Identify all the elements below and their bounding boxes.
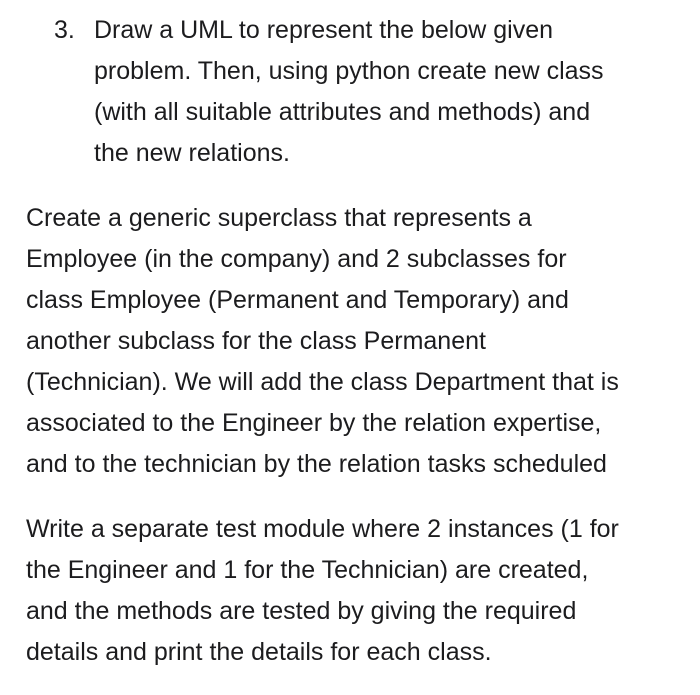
paragraph-line: Create a generic superclass that represents a — [26, 204, 532, 232]
description-paragraph — [26, 198, 686, 485]
paragraph-line: and the methods are tested by giving the required — [26, 597, 577, 625]
paragraph-line: Employee (in the company) and 2 subclasses for — [26, 245, 567, 273]
paragraph-line: Write a separate test module where 2 instances (1 for — [26, 515, 619, 543]
test-module-paragraph — [26, 509, 686, 673]
question-line: the new relations. — [94, 139, 290, 167]
question-number: 3. — [54, 16, 75, 44]
paragraph-line: class Employee (Permanent and Temporary) and — [26, 286, 569, 314]
paragraph-line: (Technician). We will add the class Department that is — [26, 368, 619, 396]
question-line: Draw a UML to represent the below given — [94, 16, 554, 44]
paragraph-line: details and print the details for each class. — [26, 638, 492, 666]
question-line: problem. Then, using python create new class — [94, 57, 604, 85]
question-text — [94, 10, 684, 174]
paragraph-line: associated to the Engineer by the relation expertise, — [26, 409, 602, 437]
question-line: (with all suitable attributes and methods) and — [94, 98, 591, 126]
paragraph-line: the Engineer and 1 for the Technician) are created, — [26, 556, 589, 584]
paragraph-line: another subclass for the class Permanent — [26, 327, 486, 355]
paragraph-line: and to the technician by the relation tasks scheduled — [26, 450, 607, 478]
